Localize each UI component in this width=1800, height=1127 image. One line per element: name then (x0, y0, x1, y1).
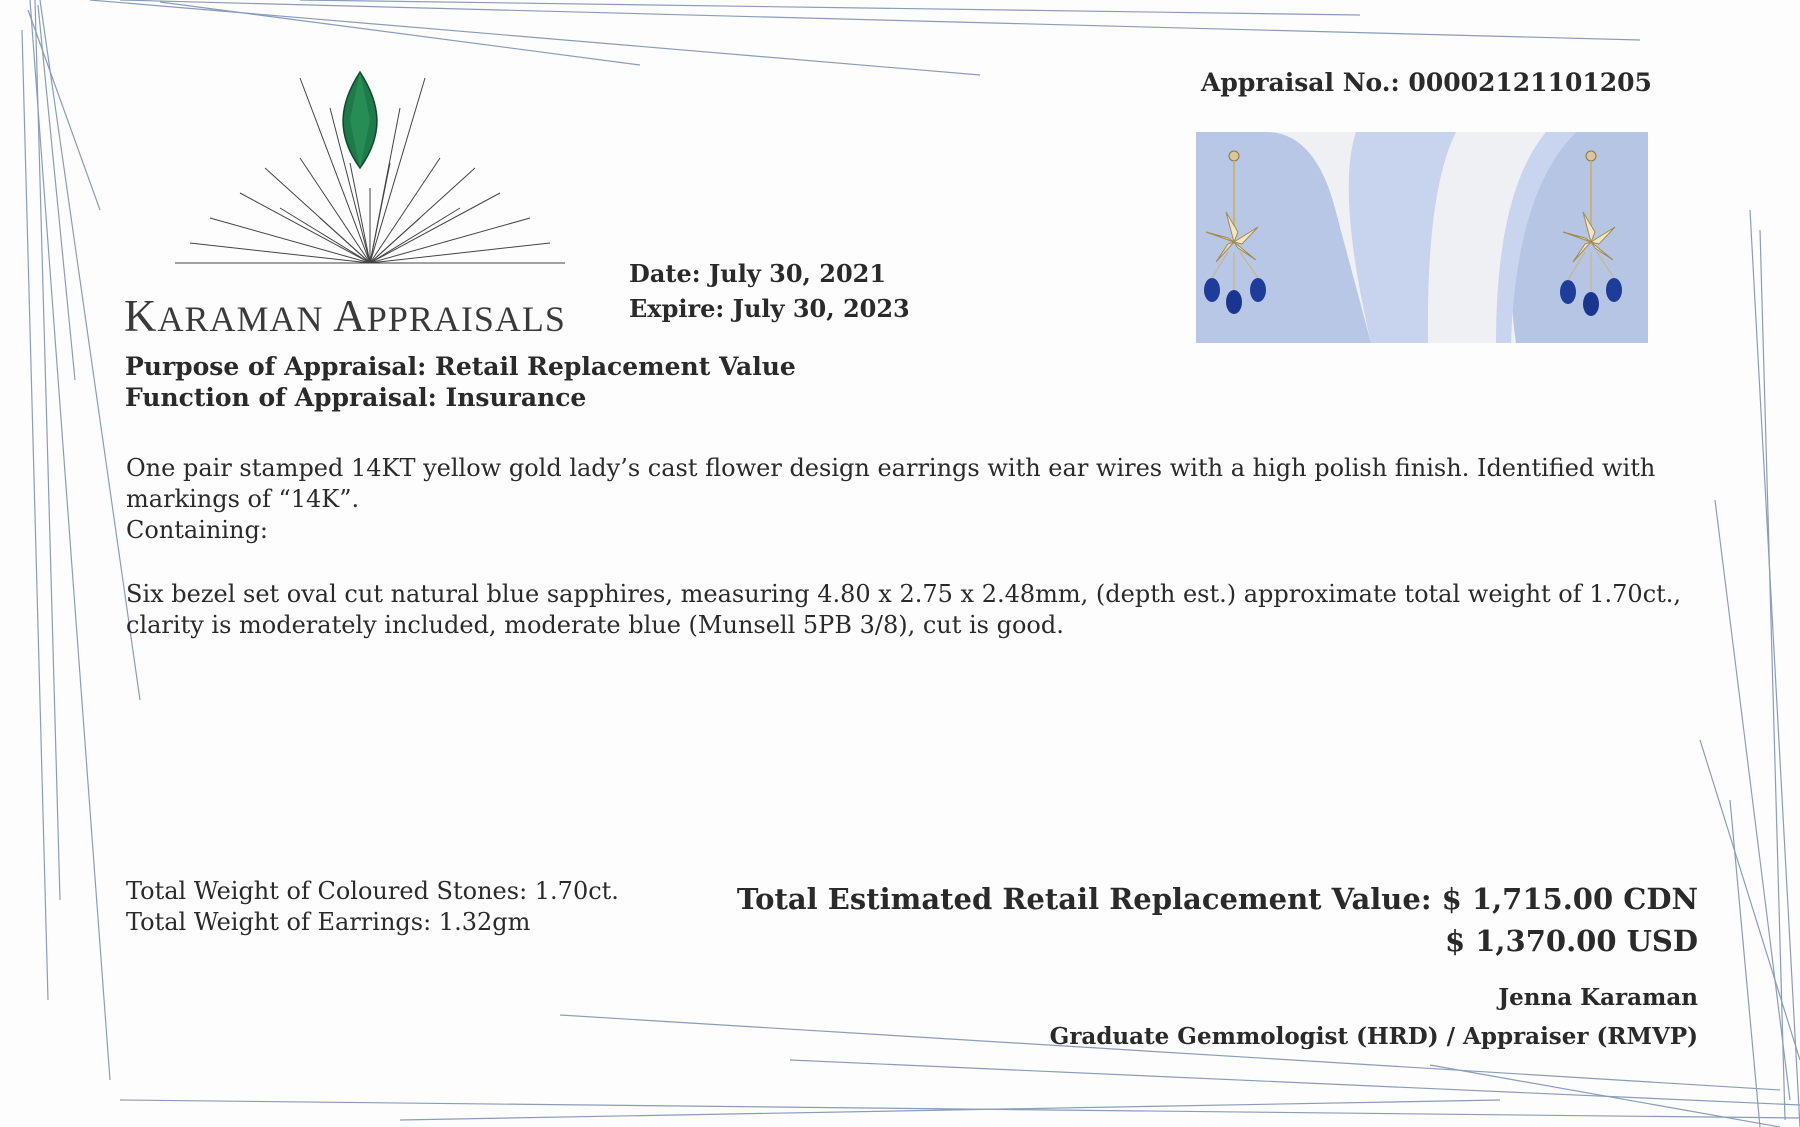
value-usd: $ 1,370.00 USD (1444, 924, 1698, 958)
purpose-of-appraisal: Purpose of Appraisal: Retail Replacement Value (125, 352, 796, 381)
appraiser-title: Graduate Gemmologist (HRD) / Appraiser (RMVP) (1049, 1023, 1698, 1050)
function-of-appraisal: Function of Appraisal: Insurance (125, 383, 587, 412)
purpose-block (125, 351, 796, 413)
weights-block (126, 876, 619, 938)
karaman-logo (170, 68, 570, 288)
brand-initial-k: K (124, 291, 158, 341)
earrings-weight: Total Weight of Earrings: 1.32gm (126, 908, 531, 936)
coloured-stones-weight: Total Weight of Coloured Stones: 1.70ct. (126, 877, 619, 905)
expiry-date: Expire: July 30, 2023 (629, 294, 910, 323)
item-description (126, 453, 1696, 641)
brand-word-araman: ARAMAN (157, 299, 324, 339)
value-cdn: Total Estimated Retail Replacement Value: $ 1,715.00 CDN (736, 882, 1698, 916)
appraisal-date: Date: July 30, 2021 (629, 259, 887, 288)
brand-initial-a: A (333, 291, 367, 341)
earrings-photo (1196, 132, 1648, 343)
date-block (629, 256, 910, 326)
containing-label: Containing: (126, 516, 268, 544)
signature-block (1050, 978, 1698, 1056)
item-text: One pair stamped 14KT yellow gold lady’s cast flower design earrings with ear wires with a high polish finish. Identified with markings of “14K”. (126, 454, 1656, 513)
appraiser-name: Jenna Karaman (1498, 984, 1698, 1011)
stones-text: Six bezel set oval cut natural blue sapphires, measuring 4.80 x 2.75 x 2.48mm, (depth est.) approximate total weight of 1.70ct., clarity is moderately included, moderate blue (Munsell 5PB 3/8), cut is good. (126, 580, 1682, 639)
appraisal-number: Appraisal No.: 00002121101205 (1201, 68, 1652, 97)
brand-name (124, 290, 566, 342)
value-block (737, 878, 1698, 962)
brand-word-ppraisals: PPRAISALS (366, 299, 566, 339)
